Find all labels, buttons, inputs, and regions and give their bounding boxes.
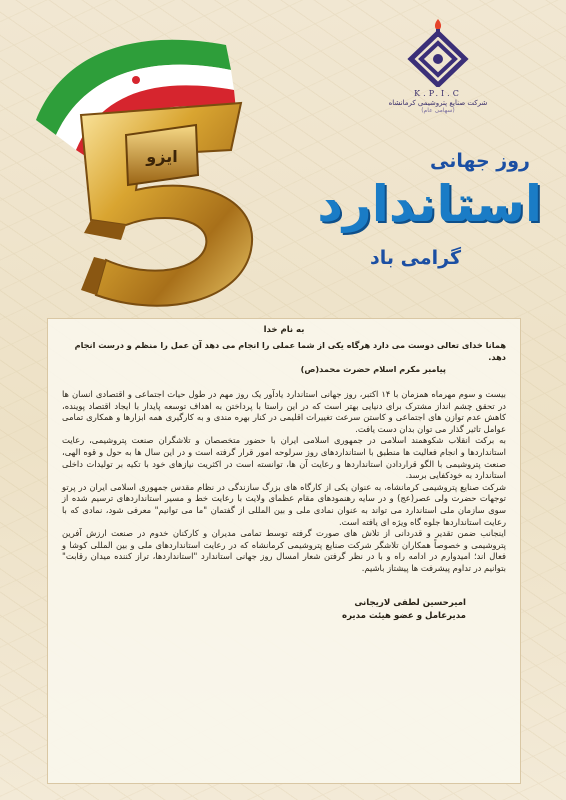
paragraph: شرکت صنایع پتروشیمی کرمانشاه، به عنوان یکی از کارگاه های بزرگ سازندگی در نظام مقدس جمهوری اسلامی ایران در پرتو توجهات حضرت ولی عصر(عج) و در سایه رهنمودهای مقام عظمای ولایت با رعایت خط و مسیر استانداردهای ترسیم شده از سوی سازمان ملی استاندارد می تواند به عنوان نمادی ملی و بین المللی از گفتمان "ما می توانیم" معرفی شود، نمادی که با رعایت استانداردها جلوه گاه ویژه ای یافته است. [62, 481, 506, 527]
company-logo [378, 15, 498, 127]
flag-emblem-icon [132, 76, 140, 84]
iso-plaque-text: ایزو [146, 147, 178, 166]
company-name: شرکت صنایع پتروشیمی کرمانشاه [388, 99, 488, 107]
message-content [62, 325, 506, 623]
message-card [47, 318, 521, 784]
invocation: به نام خدا [263, 325, 305, 335]
header-banner [0, 0, 566, 318]
headline-line3: گرامی باد [370, 247, 462, 269]
hadith-source: پیامبر مکرم اسلام حضرت محمد(ص) [300, 364, 446, 374]
signature-name: امیرحسین لطفی لاریجانی [354, 597, 466, 608]
paragraph: بیست و سوم مهرماه همزمان با ۱۴ اکتبر، روز جهانی استاندارد یادآور یک روز مهم در طول حیات اجتماعی و اقتصادی انسان ها در تحقق چشم انداز مشترک برای دنیایی بهتر است که در این راستا با پرداختن به اهداف توسعه پایدار با ایجاد اقتصاد پوینده، کاهش عدم توازن های اجتماعی و کاستن سرعت تغییرات اقلیمی در کنار بهره مندی و به کارگیری همه ابزارها و همکاری تمامی عوامل تاثیر گذار می توان بدان دست یافت. [62, 389, 506, 434]
paragraph: اینجانب ضمن تقدیر و قدردانی از تلاش های صورت گرفته توسط تمامی مدیران و کارکنان خدوم در صنعت ارزش آفرین پتروشیمی و خصوصاً همکاران تلاشگر شرکت صنایع پتروشیمی کرمانشاه که در رعایت استانداردهای ملی و بین المللی کوشا و فعال اند؛ امیدوارم در ادامه راه و با در نظر گرفتن شعار امسال روز جهانی استاندارد "استانداردها، تراز کننده میدان رقابت" بتوانیم در تداوم پیشرفت ها پیشتاز باشیم. [62, 528, 506, 573]
signature-title: مدیرعامل و عضو هیئت مدیره [342, 610, 466, 621]
company-type: (سهامی عام) [421, 107, 455, 114]
kpic-logo-icon [403, 15, 473, 87]
standard-emblem [26, 25, 276, 325]
paragraph: به برکت انقلاب شکوهمند اسلامی در جمهوری اسلامی ایران با حضور متخصصان و تلاشگران صنعت پتروشیمی، رعایت استانداردها و انجام فعالیت ها منطبق با استانداردهای روز سرلوحه امور قرار گرفته است و در این سال ها به حول و قوه الهی، صنعت پتروشیمی با الگو قراردادن استانداردها و رعایت آن ها، توانسته است در اکثریت نیازهای خود با تکیه بر تولیدات داخلی استاندارد به خودکفایی برسد. [62, 435, 506, 481]
headline [280, 135, 550, 285]
headline-main: استاندارد [317, 175, 542, 233]
company-logo-letters: K.P.I.C [414, 89, 462, 98]
hadith-quote: همانا خدای تعالی دوست می دارد هرگاه یکی از شما عملی را انجام می دهد آن عمل را منظم و درست انجام دهد. [74, 340, 506, 362]
signature-block [62, 597, 466, 623]
headline-line1: روز جهانی [429, 150, 530, 172]
iso-plaque [126, 125, 198, 185]
